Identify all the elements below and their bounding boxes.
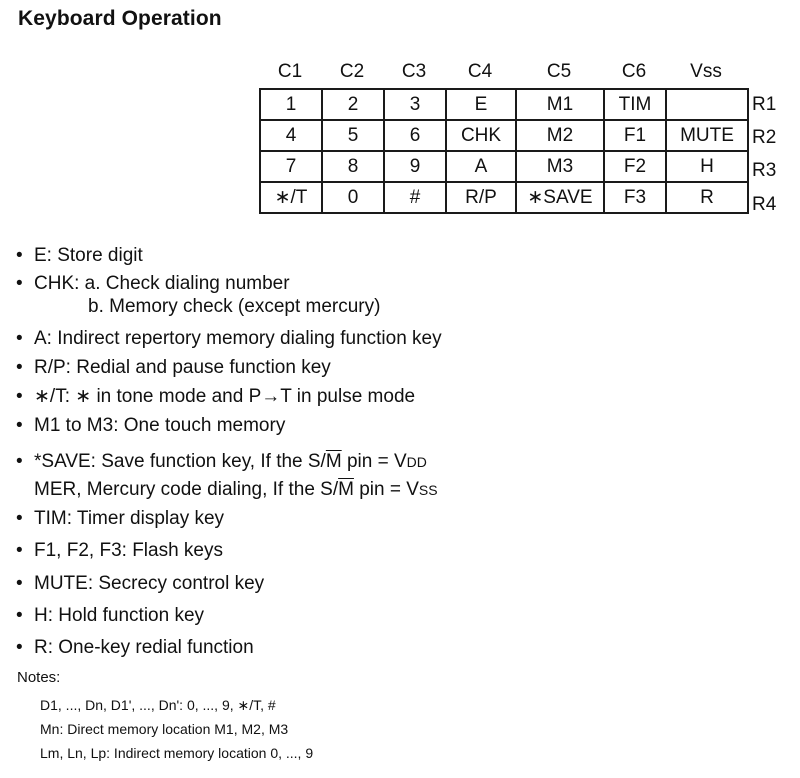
key-cell: 8 <box>322 151 384 182</box>
overline-m: $\overline{M}$ <box>338 479 354 500</box>
col-header-c5: C5 <box>546 61 572 82</box>
key-cell: F1 <box>604 120 666 151</box>
key-cell: 3 <box>384 89 446 120</box>
key-cell: 4 <box>260 120 322 151</box>
table-row <box>260 182 748 213</box>
key-cell: 9 <box>384 151 446 182</box>
note-line: Lm, Ln, Lp: Indirect memory location 0, ..., 9 <box>40 745 314 761</box>
note-line: Mn: Direct memory location M1, M2, M3 <box>40 721 289 737</box>
key-cell: A <box>446 151 516 182</box>
key-cell: 2 <box>322 89 384 120</box>
key-cell: TIM <box>604 89 666 120</box>
list-item: • H: Hold function key <box>16 605 205 626</box>
key-cell: M2 <box>516 120 604 151</box>
list-item-text: H: Hold function key <box>34 605 205 626</box>
list-item: • R/P: Redial and pause function key <box>16 357 331 378</box>
col-header-c1: C1 <box>277 61 303 82</box>
table-row <box>260 120 748 151</box>
list-item-text: E: Store digit <box>34 245 143 266</box>
col-header-vss: Vss <box>690 61 722 82</box>
note-line: D1, ..., Dn, D1', ..., Dn': 0, ..., 9, ∗/T, # <box>40 697 276 713</box>
subscript-text: DD <box>406 454 427 470</box>
list-item-text: TIM: Timer display key <box>34 508 225 529</box>
row-label-r1: R1 <box>752 94 777 115</box>
key-cell: 7 <box>260 151 322 182</box>
key-cell: E <box>446 89 516 120</box>
list-item: • F1, F2, F3: Flash keys <box>16 540 223 561</box>
overline-m: $\overline{M}$ <box>325 451 342 472</box>
table-row <box>260 151 748 182</box>
list-item-text: *SAVE: Save function key, If the S/ <box>34 451 326 472</box>
list-item-continuation: b. Memory check (except mercury) <box>88 296 381 317</box>
list-item-continuation <box>34 478 438 502</box>
keyboard-matrix-table <box>259 88 749 214</box>
list-item-text: pin = V <box>341 451 407 472</box>
key-cell: # <box>384 182 446 213</box>
page-title: Keyboard Operation <box>18 7 222 30</box>
key-cell: 0 <box>322 182 384 213</box>
key-cell: 5 <box>322 120 384 151</box>
list-item: • *SAVE: Save function key, If the $S/\overline{M}$ pin = VDD <box>16 451 427 472</box>
key-cell: R <box>666 182 748 213</box>
notes-list <box>40 693 313 765</box>
key-cell: ∗/T <box>260 182 322 213</box>
list-item-text: MER, Mercury code dialing, If the S/ <box>34 479 339 500</box>
list-item: • CHK: a. Check dialing number <box>16 273 290 294</box>
key-cell: R/P <box>446 182 516 213</box>
col-header-c6: C6 <box>621 61 647 82</box>
list-item: • TIM: Timer display key <box>16 508 225 529</box>
list-item: • E: Store digit <box>16 245 143 266</box>
col-header-c4: C4 <box>467 61 493 82</box>
list-item: • R: One-key redial function <box>16 637 254 658</box>
notes-heading: Notes: <box>17 669 61 686</box>
key-cell: ∗SAVE <box>516 182 604 213</box>
key-cell <box>666 89 748 120</box>
list-item-text: CHK: a. Check dialing number <box>34 273 290 294</box>
list-item-text: R: One-key redial function <box>34 637 254 658</box>
subscript-text: SS <box>418 482 438 498</box>
list-item-text: F1, F2, F3: Flash keys <box>34 540 223 561</box>
row-label-r3: R3 <box>752 160 777 181</box>
list-item-text: A: Indirect repertory memory dialing function key <box>34 328 442 349</box>
row-label-r4: R4 <box>752 194 777 215</box>
key-cell: F2 <box>604 151 666 182</box>
col-header-c3: C3 <box>401 61 427 82</box>
list-item: • A: Indirect repertory memory dialing function key <box>16 328 442 349</box>
key-cell: MUTE <box>666 120 748 151</box>
key-cell: 6 <box>384 120 446 151</box>
table-row <box>260 89 748 120</box>
list-item-text: R/P: Redial and pause function key <box>34 357 331 378</box>
key-cell: F3 <box>604 182 666 213</box>
key-cell: 1 <box>260 89 322 120</box>
list-item-text: pin = V <box>353 479 419 500</box>
list-item: • M1 to M3: One touch memory <box>16 415 286 436</box>
key-cell: CHK <box>446 120 516 151</box>
list-item: • ∗/T: ∗ in tone mode and P→T in pulse mode <box>16 386 416 407</box>
list-item-text: ∗/T: ∗ in tone mode and P→T in pulse mode <box>34 386 416 407</box>
key-cell: M1 <box>516 89 604 120</box>
col-header-c2: C2 <box>339 61 365 82</box>
list-item-text: MUTE: Secrecy control key <box>34 573 265 594</box>
key-cell: M3 <box>516 151 604 182</box>
row-label-r2: R2 <box>752 127 777 148</box>
list-item: • MUTE: Secrecy control key <box>16 573 265 594</box>
list-item-text: M1 to M3: One touch memory <box>34 415 286 436</box>
key-cell: H <box>666 151 748 182</box>
